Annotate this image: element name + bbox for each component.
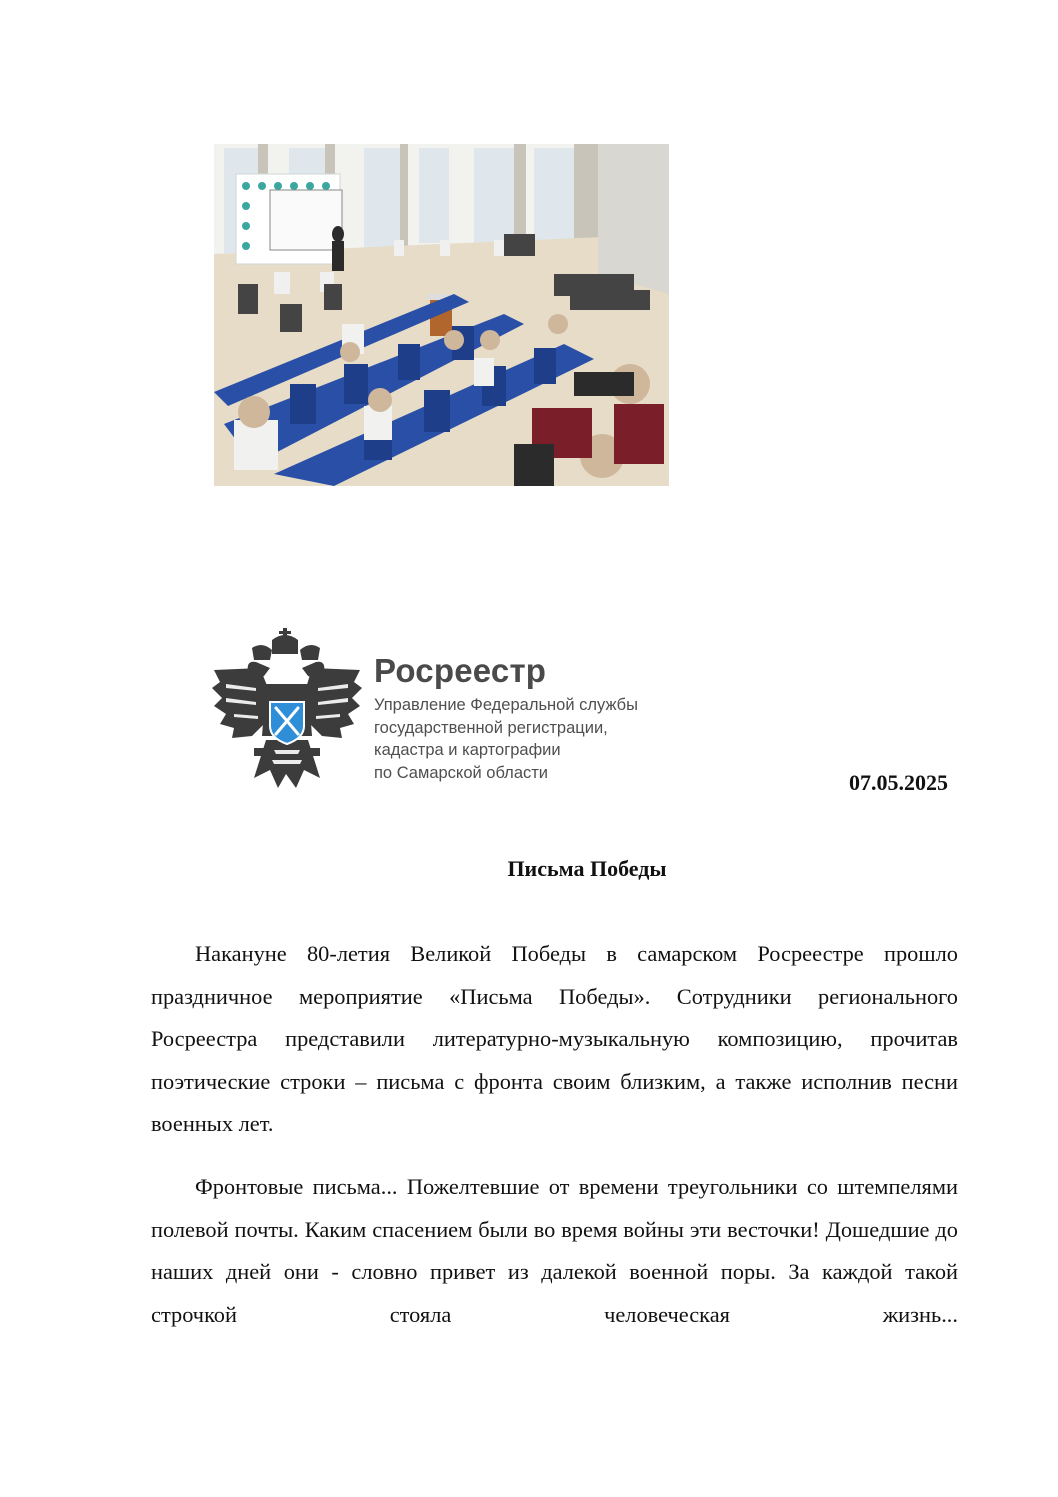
event-photo (214, 144, 669, 486)
brand-name: Росреестр (374, 652, 547, 689)
brand-subtitle-line: Управление Федеральной службы (374, 696, 638, 714)
article-paragraph: Фронтовые письма... Пожелтевшие от времени треугольники со штемпелями полевой почты. Каким спасением были во время войны эти весточки! Дошедшие до наших дней они - словно привет из далекой военной поры. За каждой такой строчкой стояла человеческая жизнь... (151, 1174, 958, 1327)
article-title: Письма Победы (507, 856, 667, 881)
brand-subtitle-line: государственной регистрации, (374, 718, 608, 737)
brand-subtitle-line: по Самарской области (374, 763, 549, 782)
article-date: 07.05.2025 (849, 770, 948, 795)
brand-subtitle (374, 694, 638, 784)
eagle-emblem-icon (212, 628, 362, 790)
article-paragraph: Накануне 80-летия Великой Победы в самарском Росреестре прошло праздничное мероприятие «Письма Победы». Сотрудники регионального Росреестра представили литературно-музыкальную композицию, прочитав поэтические строки – письма с фронта своим близким, а также исполнив песни военных лет. (151, 941, 958, 1136)
brand-subtitle-line: кадастра и картографии (374, 741, 561, 759)
